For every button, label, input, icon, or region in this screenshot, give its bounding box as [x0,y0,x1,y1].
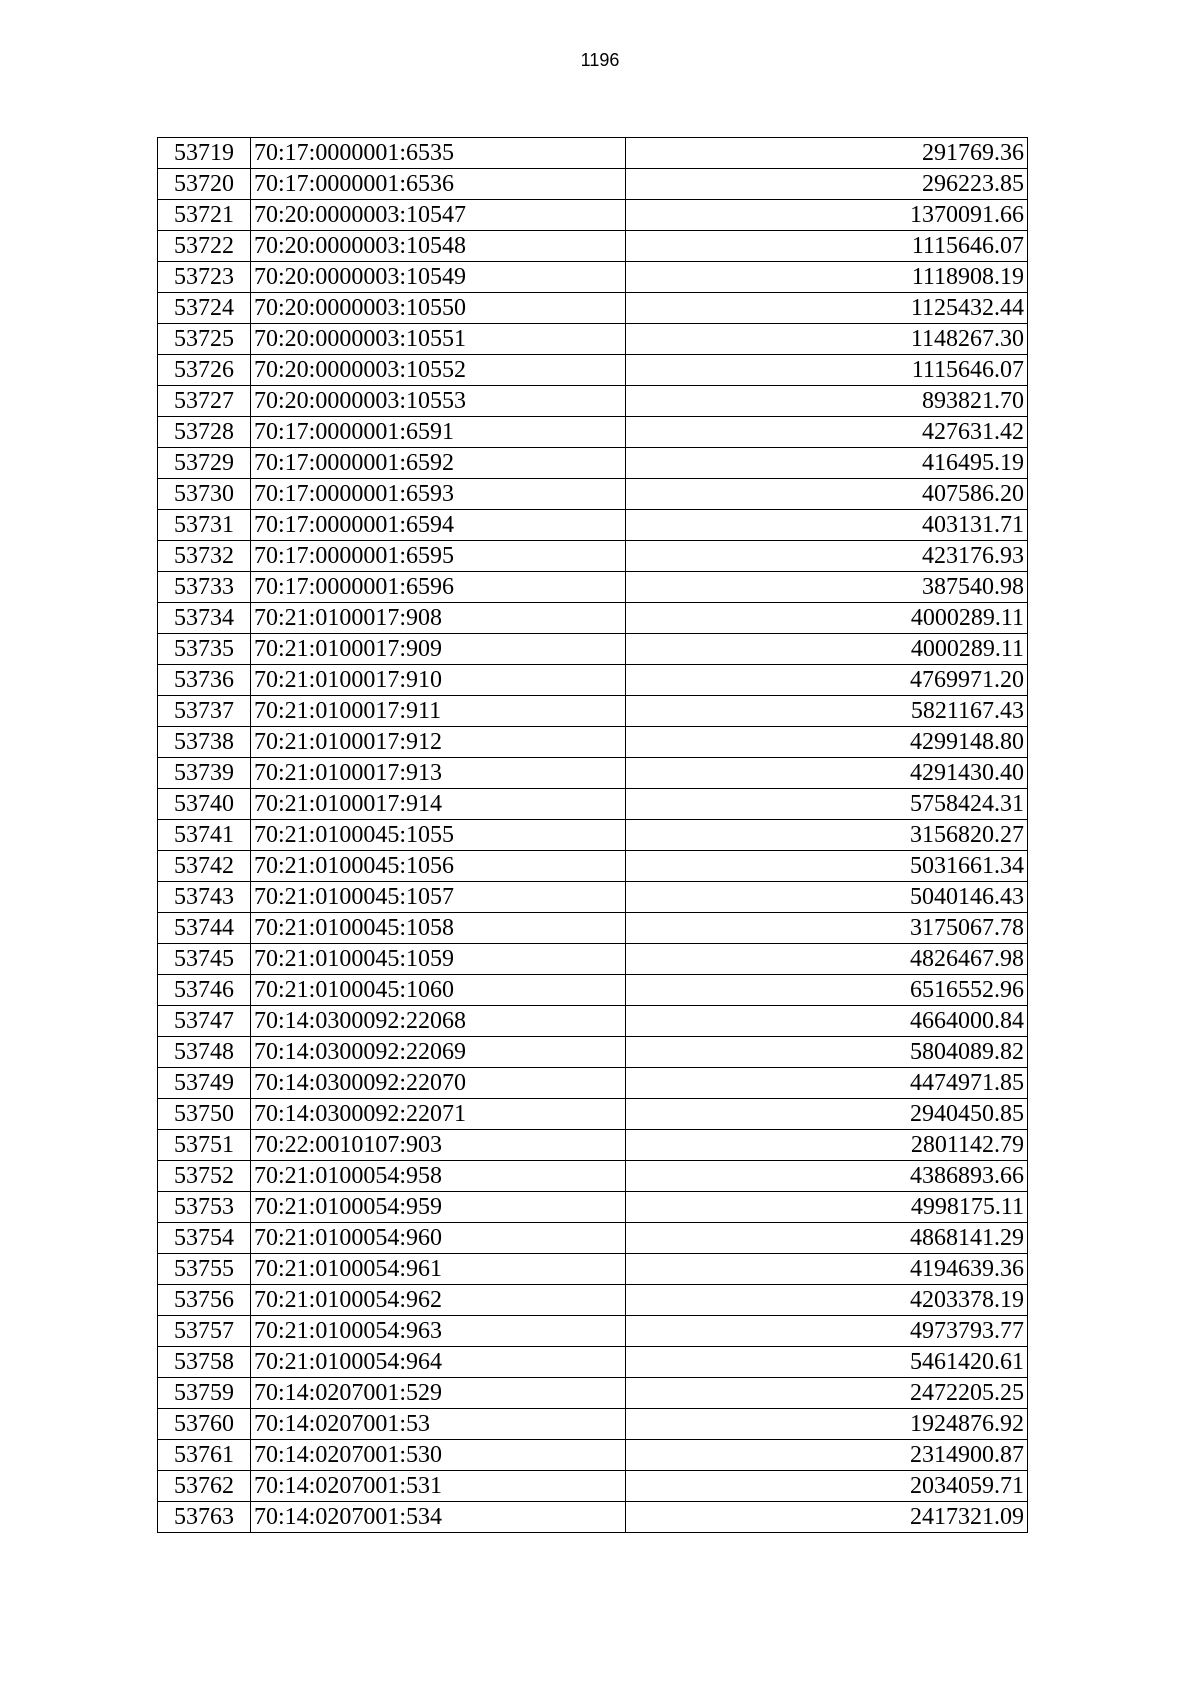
cadastral-number-cell: 70:14:0207001:530 [251,1440,626,1471]
cadastral-value-cell: 427631.42 [626,417,1028,448]
cadastral-number-cell: 70:17:0000001:6593 [251,479,626,510]
row-number-cell: 53731 [158,510,251,541]
cadastral-value-cell: 4194639.36 [626,1254,1028,1285]
table-row [158,293,1028,324]
row-number-cell: 53722 [158,231,251,262]
cadastral-number-cell: 70:14:0207001:531 [251,1471,626,1502]
row-number-cell: 53727 [158,386,251,417]
table-row [158,1347,1028,1378]
cadastral-value-cell: 1148267.30 [626,324,1028,355]
table-row [158,851,1028,882]
cadastral-value-cell: 403131.71 [626,510,1028,541]
table-row [158,603,1028,634]
row-number-cell: 53742 [158,851,251,882]
cadastral-number-cell: 70:21:0100054:964 [251,1347,626,1378]
cadastral-value-cell: 2940450.85 [626,1099,1028,1130]
row-number-cell: 53758 [158,1347,251,1378]
cadastral-number-cell: 70:14:0300092:22069 [251,1037,626,1068]
cadastral-number-cell: 70:21:0100045:1057 [251,882,626,913]
table-row [158,727,1028,758]
table-row [158,1130,1028,1161]
table-row [158,1316,1028,1347]
row-number-cell: 53763 [158,1502,251,1533]
cadastral-number-cell: 70:14:0207001:534 [251,1502,626,1533]
table-row [158,541,1028,572]
row-number-cell: 53761 [158,1440,251,1471]
row-number-cell: 53753 [158,1192,251,1223]
cadastral-value-cell: 2034059.71 [626,1471,1028,1502]
table-row [158,882,1028,913]
row-number-cell: 53730 [158,479,251,510]
cadastral-value-cell: 4973793.77 [626,1316,1028,1347]
table-row [158,1037,1028,1068]
cadastral-value-cell: 4000289.11 [626,634,1028,665]
cadastral-number-cell: 70:17:0000001:6595 [251,541,626,572]
table-row [158,386,1028,417]
cadastral-number-cell: 70:21:0100045:1059 [251,944,626,975]
row-number-cell: 53739 [158,758,251,789]
cadastral-number-cell: 70:17:0000001:6594 [251,510,626,541]
cadastral-number-cell: 70:20:0000003:10550 [251,293,626,324]
cadastral-value-cell: 4826467.98 [626,944,1028,975]
cadastral-number-cell: 70:20:0000003:10552 [251,355,626,386]
cadastral-number-cell: 70:21:0100045:1060 [251,975,626,1006]
cadastral-number-cell: 70:21:0100017:912 [251,727,626,758]
table-row [158,665,1028,696]
table-row [158,138,1028,169]
row-number-cell: 53741 [158,820,251,851]
cadastral-number-cell: 70:21:0100045:1056 [251,851,626,882]
row-number-cell: 53729 [158,448,251,479]
table-row [158,417,1028,448]
row-number-cell: 53749 [158,1068,251,1099]
cadastral-value-cell: 4998175.11 [626,1192,1028,1223]
row-number-cell: 53752 [158,1161,251,1192]
table-row [158,1502,1028,1533]
cadastral-number-cell: 70:21:0100045:1055 [251,820,626,851]
row-number-cell: 53735 [158,634,251,665]
row-number-cell: 53734 [158,603,251,634]
row-number-cell: 53748 [158,1037,251,1068]
cadastral-value-cell: 407586.20 [626,479,1028,510]
cadastral-value-cell: 296223.85 [626,169,1028,200]
cadastral-number-cell: 70:14:0300092:22070 [251,1068,626,1099]
cadastral-value-cell: 6516552.96 [626,975,1028,1006]
cadastral-value-cell: 2801142.79 [626,1130,1028,1161]
row-number-cell: 53738 [158,727,251,758]
cadastral-value-cell: 4868141.29 [626,1223,1028,1254]
cadastral-number-cell: 70:21:0100054:962 [251,1285,626,1316]
cadastral-number-cell: 70:21:0100017:910 [251,665,626,696]
cadastral-number-cell: 70:20:0000003:10547 [251,200,626,231]
cadastral-value-cell: 2417321.09 [626,1502,1028,1533]
cadastral-number-cell: 70:14:0300092:22068 [251,1006,626,1037]
row-number-cell: 53757 [158,1316,251,1347]
cadastral-number-cell: 70:21:0100017:911 [251,696,626,727]
cadastral-number-cell: 70:20:0000003:10551 [251,324,626,355]
row-number-cell: 53751 [158,1130,251,1161]
row-number-cell: 53762 [158,1471,251,1502]
cadastral-value-cell: 3175067.78 [626,913,1028,944]
table-row [158,1161,1028,1192]
row-number-cell: 53732 [158,541,251,572]
row-number-cell: 53721 [158,200,251,231]
cadastral-number-cell: 70:17:0000001:6535 [251,138,626,169]
cadastral-value-cell: 2472205.25 [626,1378,1028,1409]
row-number-cell: 53747 [158,1006,251,1037]
cadastral-number-cell: 70:21:0100054:963 [251,1316,626,1347]
cadastral-value-cell: 5461420.61 [626,1347,1028,1378]
table-row [158,1223,1028,1254]
row-number-cell: 53744 [158,913,251,944]
row-number-cell: 53737 [158,696,251,727]
table-row [158,696,1028,727]
cadastral-number-cell: 70:21:0100017:914 [251,789,626,820]
cadastral-value-cell: 5804089.82 [626,1037,1028,1068]
cadastral-number-cell: 70:20:0000003:10549 [251,262,626,293]
cadastral-value-cell: 291769.36 [626,138,1028,169]
cadastral-value-cell: 1115646.07 [626,355,1028,386]
row-number-cell: 53750 [158,1099,251,1130]
row-number-cell: 53760 [158,1409,251,1440]
cadastral-value-cell: 387540.98 [626,572,1028,603]
table-row [158,324,1028,355]
row-number-cell: 53746 [158,975,251,1006]
table-row [158,169,1028,200]
row-number-cell: 53733 [158,572,251,603]
table-row [158,355,1028,386]
table-row [158,975,1028,1006]
table-row [158,1378,1028,1409]
table-row [158,1068,1028,1099]
cadastral-value-cell: 4769971.20 [626,665,1028,696]
table-row [158,1254,1028,1285]
table-row [158,634,1028,665]
cadastral-number-cell: 70:14:0207001:53 [251,1409,626,1440]
table-row [158,820,1028,851]
cadastral-number-cell: 70:14:0300092:22071 [251,1099,626,1130]
cadastral-number-cell: 70:21:0100054:960 [251,1223,626,1254]
table-row [158,1285,1028,1316]
cadastral-value-cell: 1118908.19 [626,262,1028,293]
table-row [158,262,1028,293]
cadastral-value-cell: 4203378.19 [626,1285,1028,1316]
page-number: 1196 [580,50,620,70]
cadastral-number-cell: 70:21:0100054:959 [251,1192,626,1223]
cadastral-value-cell: 1370091.66 [626,200,1028,231]
row-number-cell: 53726 [158,355,251,386]
cadastral-number-cell: 70:14:0207001:529 [251,1378,626,1409]
cadastral-value-cell: 5821167.43 [626,696,1028,727]
row-number-cell: 53719 [158,138,251,169]
cadastral-number-cell: 70:17:0000001:6592 [251,448,626,479]
table-row [158,944,1028,975]
table-row [158,789,1028,820]
table-row [158,1192,1028,1223]
table-row [158,1006,1028,1037]
cadastral-number-cell: 70:21:0100054:961 [251,1254,626,1285]
cadastral-value-cell: 3156820.27 [626,820,1028,851]
row-number-cell: 53759 [158,1378,251,1409]
table-row [158,572,1028,603]
cadastral-value-cell: 5040146.43 [626,882,1028,913]
cadastral-value-table [157,137,1028,1533]
cadastral-number-cell: 70:17:0000001:6596 [251,572,626,603]
cadastral-number-cell: 70:21:0100017:909 [251,634,626,665]
cadastral-value-cell: 4291430.40 [626,758,1028,789]
row-number-cell: 53724 [158,293,251,324]
cadastral-value-cell: 4299148.80 [626,727,1028,758]
row-number-cell: 53743 [158,882,251,913]
row-number-cell: 53755 [158,1254,251,1285]
cadastral-value-cell: 4664000.84 [626,1006,1028,1037]
row-number-cell: 53740 [158,789,251,820]
cadastral-value-cell: 5758424.31 [626,789,1028,820]
table-row [158,479,1028,510]
row-number-cell: 53736 [158,665,251,696]
table-row [158,913,1028,944]
cadastral-value-cell: 4474971.85 [626,1068,1028,1099]
cadastral-value-cell: 5031661.34 [626,851,1028,882]
table-row [158,758,1028,789]
cadastral-number-cell: 70:17:0000001:6536 [251,169,626,200]
cadastral-number-cell: 70:21:0100054:958 [251,1161,626,1192]
cadastral-value-cell: 1115646.07 [626,231,1028,262]
row-number-cell: 53720 [158,169,251,200]
cadastral-value-cell: 416495.19 [626,448,1028,479]
row-number-cell: 53756 [158,1285,251,1316]
row-number-cell: 53754 [158,1223,251,1254]
cadastral-number-cell: 70:21:0100045:1058 [251,913,626,944]
cadastral-value-cell: 1125432.44 [626,293,1028,324]
cadastral-value-cell: 893821.70 [626,386,1028,417]
table-body [158,138,1028,1533]
row-number-cell: 53745 [158,944,251,975]
cadastral-value-cell: 4386893.66 [626,1161,1028,1192]
row-number-cell: 53723 [158,262,251,293]
row-number-cell: 53728 [158,417,251,448]
table-row [158,200,1028,231]
table-row [158,231,1028,262]
cadastral-number-cell: 70:17:0000001:6591 [251,417,626,448]
cadastral-value-cell: 4000289.11 [626,603,1028,634]
table-row [158,1471,1028,1502]
table-row [158,510,1028,541]
cadastral-number-cell: 70:20:0000003:10553 [251,386,626,417]
cadastral-number-cell: 70:22:0010107:903 [251,1130,626,1161]
cadastral-value-cell: 423176.93 [626,541,1028,572]
cadastral-number-cell: 70:20:0000003:10548 [251,231,626,262]
cadastral-value-cell: 1924876.92 [626,1409,1028,1440]
table-row [158,1440,1028,1471]
cadastral-value-cell: 2314900.87 [626,1440,1028,1471]
row-number-cell: 53725 [158,324,251,355]
cadastral-number-cell: 70:21:0100017:913 [251,758,626,789]
table-row [158,448,1028,479]
cadastral-number-cell: 70:21:0100017:908 [251,603,626,634]
table-row [158,1409,1028,1440]
table-row [158,1099,1028,1130]
